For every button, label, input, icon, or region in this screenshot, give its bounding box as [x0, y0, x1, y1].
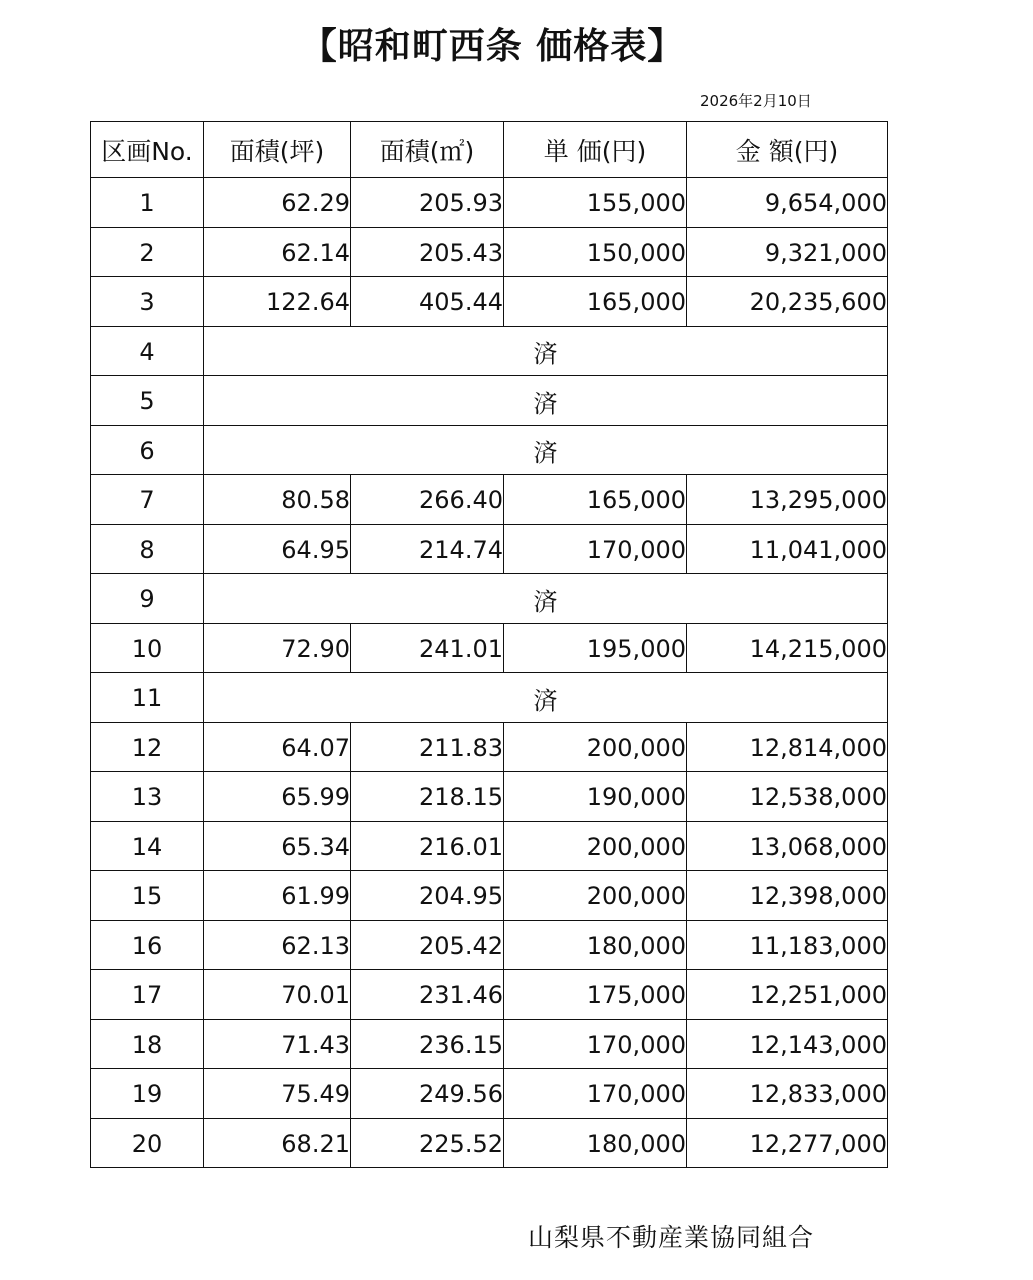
lot-number-cell: 5: [91, 376, 204, 426]
amount-cell: 12,277,000: [687, 1118, 888, 1168]
area-tsubo-cell: 64.07: [204, 722, 351, 772]
area-tsubo-cell: 65.34: [204, 821, 351, 871]
unit-price-cell: 200,000: [504, 821, 687, 871]
lot-number-cell: 6: [91, 425, 204, 475]
area-tsubo-cell: 65.99: [204, 772, 351, 822]
table-row: [91, 1069, 888, 1119]
table-row: [91, 425, 888, 475]
header-unit-price: 単 価(円): [504, 122, 687, 178]
page-title: 【昭和町西条 価格表】: [300, 26, 685, 67]
amount-cell: 12,143,000: [687, 1019, 888, 1069]
amount-cell: 11,041,000: [687, 524, 888, 574]
lot-number-cell: 4: [91, 326, 204, 376]
unit-price-cell: 180,000: [504, 1118, 687, 1168]
sold-status-cell: 済: [204, 425, 888, 475]
table-body: [91, 178, 888, 1168]
table-row: [91, 623, 888, 673]
table-row: [91, 920, 888, 970]
lot-number-cell: 9: [91, 574, 204, 624]
area-sqm-cell: 405.44: [351, 277, 504, 327]
table-row: [91, 524, 888, 574]
table-row: [91, 722, 888, 772]
unit-price-cell: 180,000: [504, 920, 687, 970]
amount-cell: 12,538,000: [687, 772, 888, 822]
unit-price-cell: 175,000: [504, 970, 687, 1020]
area-sqm-cell: 249.56: [351, 1069, 504, 1119]
unit-price-cell: 170,000: [504, 1069, 687, 1119]
lot-number-cell: 12: [91, 722, 204, 772]
header-area-sqm: 面積(㎡): [351, 122, 504, 178]
area-tsubo-cell: 62.13: [204, 920, 351, 970]
area-sqm-cell: 214.74: [351, 524, 504, 574]
area-sqm-cell: 236.15: [351, 1019, 504, 1069]
area-sqm-cell: 204.95: [351, 871, 504, 921]
amount-cell: 12,398,000: [687, 871, 888, 921]
lot-number-cell: 13: [91, 772, 204, 822]
date-label: 2026年2月10日: [700, 92, 812, 110]
amount-cell: 12,251,000: [687, 970, 888, 1020]
area-tsubo-cell: 71.43: [204, 1019, 351, 1069]
table-row: [91, 1019, 888, 1069]
table-row: [91, 227, 888, 277]
table-row: [91, 821, 888, 871]
lot-number-cell: 2: [91, 227, 204, 277]
table-row: [91, 1118, 888, 1168]
area-tsubo-cell: 61.99: [204, 871, 351, 921]
area-sqm-cell: 216.01: [351, 821, 504, 871]
area-tsubo-cell: 122.64: [204, 277, 351, 327]
lot-number-cell: 3: [91, 277, 204, 327]
unit-price-cell: 170,000: [504, 1019, 687, 1069]
sold-status-cell: 済: [204, 574, 888, 624]
lot-number-cell: 20: [91, 1118, 204, 1168]
header-area-tsubo: 面積(坪): [204, 122, 351, 178]
area-tsubo-cell: 68.21: [204, 1118, 351, 1168]
table-row: [91, 376, 888, 426]
table-row: [91, 772, 888, 822]
header-lot-no: 区画No.: [91, 122, 204, 178]
table-row: [91, 673, 888, 723]
lot-number-cell: 7: [91, 475, 204, 525]
amount-cell: 12,833,000: [687, 1069, 888, 1119]
unit-price-cell: 195,000: [504, 623, 687, 673]
table-row: [91, 574, 888, 624]
lot-number-cell: 16: [91, 920, 204, 970]
area-tsubo-cell: 80.58: [204, 475, 351, 525]
area-tsubo-cell: 72.90: [204, 623, 351, 673]
table-row: [91, 326, 888, 376]
lot-number-cell: 8: [91, 524, 204, 574]
area-tsubo-cell: 70.01: [204, 970, 351, 1020]
area-sqm-cell: 218.15: [351, 772, 504, 822]
amount-cell: 13,295,000: [687, 475, 888, 525]
area-tsubo-cell: 64.95: [204, 524, 351, 574]
amount-cell: 11,183,000: [687, 920, 888, 970]
header-row: [91, 122, 888, 178]
area-sqm-cell: 211.83: [351, 722, 504, 772]
amount-cell: 12,814,000: [687, 722, 888, 772]
amount-cell: 9,654,000: [687, 178, 888, 228]
amount-cell: 14,215,000: [687, 623, 888, 673]
unit-price-cell: 190,000: [504, 772, 687, 822]
area-sqm-cell: 225.52: [351, 1118, 504, 1168]
table-row: [91, 277, 888, 327]
unit-price-cell: 200,000: [504, 871, 687, 921]
area-sqm-cell: 241.01: [351, 623, 504, 673]
sold-status-cell: 済: [204, 326, 888, 376]
unit-price-cell: 200,000: [504, 722, 687, 772]
table-row: [91, 475, 888, 525]
area-tsubo-cell: 75.49: [204, 1069, 351, 1119]
table-row: [91, 871, 888, 921]
lot-number-cell: 14: [91, 821, 204, 871]
header-amount: 金 額(円): [687, 122, 888, 178]
area-sqm-cell: 205.43: [351, 227, 504, 277]
area-sqm-cell: 231.46: [351, 970, 504, 1020]
sold-status-cell: 済: [204, 673, 888, 723]
area-sqm-cell: 205.42: [351, 920, 504, 970]
unit-price-cell: 150,000: [504, 227, 687, 277]
table-row: [91, 970, 888, 1020]
area-sqm-cell: 266.40: [351, 475, 504, 525]
lot-number-cell: 11: [91, 673, 204, 723]
lot-number-cell: 19: [91, 1069, 204, 1119]
issuer-name: 山梨県不動産業協同組合: [528, 1223, 815, 1252]
lot-number-cell: 1: [91, 178, 204, 228]
area-tsubo-cell: 62.29: [204, 178, 351, 228]
amount-cell: 20,235,600: [687, 277, 888, 327]
amount-cell: 13,068,000: [687, 821, 888, 871]
lot-number-cell: 18: [91, 1019, 204, 1069]
amount-cell: 9,321,000: [687, 227, 888, 277]
lot-number-cell: 10: [91, 623, 204, 673]
unit-price-cell: 165,000: [504, 475, 687, 525]
table-row: [91, 178, 888, 228]
sold-status-cell: 済: [204, 376, 888, 426]
price-table: [90, 121, 888, 1168]
area-sqm-cell: 205.93: [351, 178, 504, 228]
unit-price-cell: 165,000: [504, 277, 687, 327]
unit-price-cell: 155,000: [504, 178, 687, 228]
lot-number-cell: 15: [91, 871, 204, 921]
unit-price-cell: 170,000: [504, 524, 687, 574]
lot-number-cell: 17: [91, 970, 204, 1020]
area-tsubo-cell: 62.14: [204, 227, 351, 277]
